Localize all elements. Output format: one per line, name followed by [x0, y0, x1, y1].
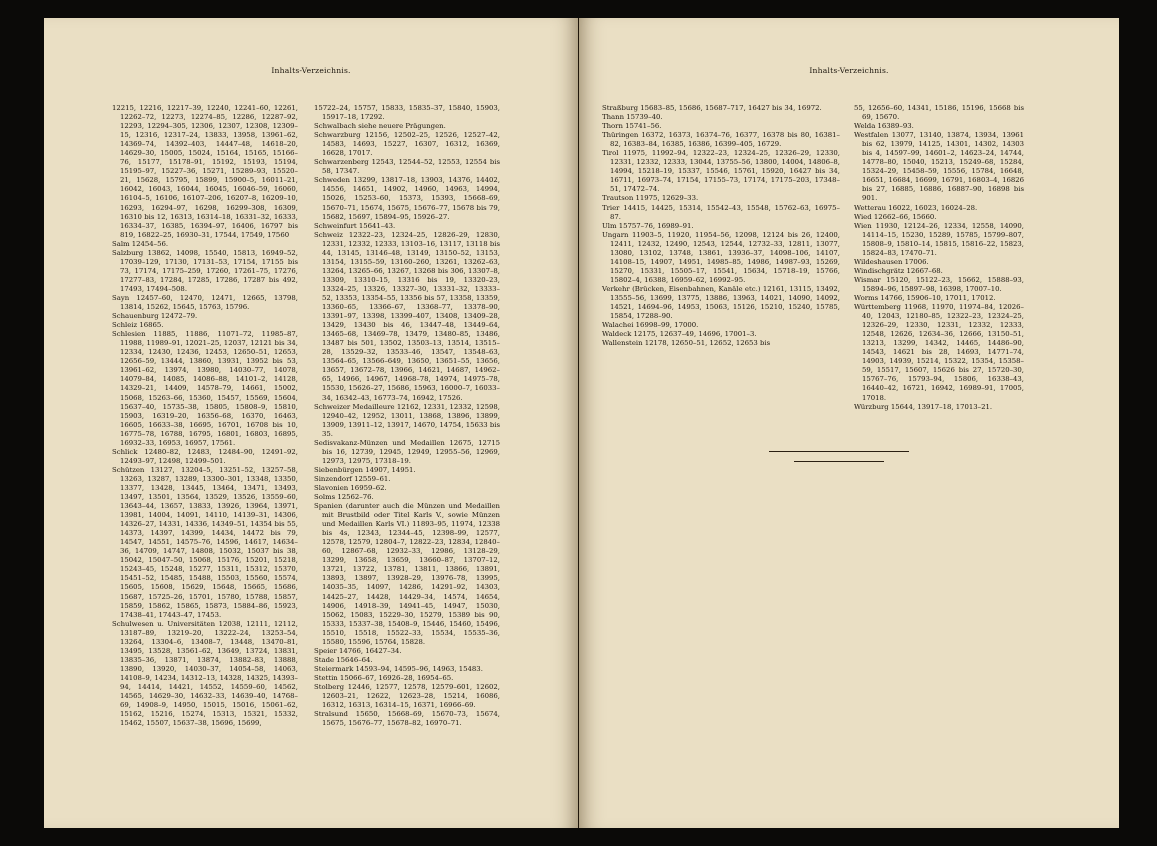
index-entry: Ungarn 11903–5, 11920, 11954–56, 12098, 12124 bis 26, 12400, 12411, 12432, 12490, 12543, 12544, 12732–33, 12811, 13077, 13080, 13102, 13748, 13861, 13936–37, 14098–106, 14107, 14108–15, 14907, 14951, 14985–85, 14986, 14987–93, 15269, 15270, 15331, 15505–17, 15541, 15634, 15718–19, 15766, 15802–4, 16388, 16959–62, 16992–95.	[602, 230, 840, 284]
end-rule-long	[769, 451, 909, 452]
index-entry: Walachei 16998–99, 17000.	[602, 321, 699, 330]
index-entry: Thüringen 16372, 16373, 16374–76, 16377, 16378 bis 80, 16381–82, 16383–84, 16385, 16386, 16399–405, 16729.	[602, 131, 840, 149]
right-page	[579, 18, 1119, 828]
index-entry: Schweiz 12322–23, 12324–25, 12826–29, 12830, 12331, 12332, 12333, 13103–16, 13117, 13118 bis 44, 13145, 13146–48, 13149, 13150–52, 13153, 13154, 13155–59, 13160–260, 13261, 13262–63, 13264, 13265–66, 13267, 13268 bis 306, 13307–8, 13309, 13310–15, 13316 bis 19, 13320–23, 13324–25, 13326, 13327–30, 13331–32, 13333–52, 13353, 13354–55, 13356 bis 57, 13358, 13359, 13360–65, 13366–67, 13368–77, 13378–90, 13391–97, 13398, 13399–407, 13408, 13409–28, 13429, 13430 bis 46, 13447–48, 13449–64, 13465–68, 13469–78, 13479, 13480–85, 13486, 13487 bis 501, 13502, 13503–13, 13514, 13515–28, 13529–32, 13533–46, 13547, 13548–63, 13564–65, 13566–649, 13650, 13651–55, 13656, 13657, 13672–78, 13966, 14621, 14687, 14962–65, 14966, 14967, 14968–78, 14974, 14975–78, 15530, 15626–27, 15686, 15963, 16000–7, 16033–34, 16342–43, 16773–74, 16942, 17526.	[314, 230, 500, 402]
right-page-column-2	[854, 104, 1024, 412]
index-entry: Sedisvakanz-Münzen und Medaillen 12675, 12715 bis 16, 12739, 12945, 12949, 12955–56, 12969, 12973, 12975, 17318–19.	[314, 438, 500, 465]
left-page-column-1	[112, 104, 298, 728]
index-entry: Waldeck 12175, 12637–49, 14696, 17001–3.	[602, 330, 757, 339]
index-entry: Schulwesen u. Universitäten 12038, 12111, 12112, 13187–89, 13219–20, 13222–24, 13253–54, 13264, 13304–6, 13408–7, 13448, 13470–81, 13495, 13528, 13561–62, 13649, 13724, 13831, 13835–36, 13871, 13874, 13882–83, 13888, 13890, 13920, 14030–37, 14054–58, 14063, 14108–9, 14234, 14312–13, 14328, 14325, 14393–94, 14414, 14421, 14552, 14559–60, 14562, 14565, 14629–30, 14632–33, 14639–40, 14768–69, 14908–9, 14950, 15015, 15016, 15061–62, 15162, 15216, 15274, 15313, 15321, 15332, 15462, 15507, 15637–38, 15696, 15699,	[112, 619, 298, 728]
index-entry: Slavonien 16959–62.	[314, 483, 387, 492]
index-entry: Wied 12662–66, 15660.	[854, 212, 937, 221]
index-entry: Worms 14766, 15906–10, 17011, 17012.	[854, 293, 996, 302]
index-entry: Trautson 11975, 12629–33.	[602, 194, 699, 203]
index-entry: Sayn 12457–60, 12470, 12471, 12665, 13798, 13814, 15262, 15645, 15763, 15796.	[112, 293, 298, 312]
index-entry: Schweden 13299, 13817–18, 13903, 14376, 14402, 14556, 14651, 14902, 14960, 14963, 14994, 15026, 15253–60, 15373, 15393, 15668–69, 15670–71, 15674, 15675, 15676–77, 15678 bis 79, 15682, 15697, 15894–95, 15926–27.	[314, 176, 500, 221]
index-entry: Schlesien 11885, 11886, 11071–72, 11985–87, 11988, 11989–91, 12021–25, 12037, 12121 bis 34, 12334, 12430, 12436, 12453, 12650–51, 12653, 12656–59, 13444, 13860, 13931, 13952 bis 53, 13961–62, 13974, 13980, 14030–77, 14078, 14079–84, 14085, 14086–88, 14101–2, 14128, 14329–21, 14409, 14578–79, 14661, 15002, 15068, 15263–66, 15360, 15457, 15569, 15604, 15637–40, 15735–38, 15805, 15808–9, 15810, 15903, 16319–20, 16356–68, 16370, 16463, 16605, 16633–38, 16695, 16701, 16708 bis 10, 16775–78, 16788, 16795, 16801, 16803, 16895, 16932–33, 16953, 16957, 17561.	[112, 330, 298, 447]
index-entry: 12215, 12216, 12217–39, 12240, 12241–60, 12261, 12262–72, 12273, 12274–85, 12286, 12287–92, 12293, 12294–305, 12306, 12307, 12308, 12309–15, 12316, 12317–24, 13833, 13958, 13961–62, 14369–74, 14392–403, 14447–48, 14618–20, 14629–30, 15005, 15024, 15164, 15165, 15166–76, 15177, 15178–91, 15192, 15193, 15194, 15195–97, 15227–36, 15271, 15289–93, 15520–21, 15628, 15795, 15899, 15900–5, 16011–21, 16042, 16043, 16044, 16045, 16046–59, 16060, 16104–5, 16106, 16107–206, 16207–8, 16209–10, 16293, 16294–97, 16298, 16299–308, 16309, 16310 bis 12, 16313, 16314–18, 16331–32, 16333, 16334–37, 16385, 16394–97, 16406, 16797 bis 819, 16822–25, 16930–31, 17544, 17549, 17560	[112, 104, 298, 239]
index-entry: Schleiz 16865.	[112, 321, 164, 330]
index-entry: Schwarzburg 12156, 12502–25, 12526, 12527–42, 14583, 14693, 15227, 16307, 16312, 16369, 16628, 17017.	[314, 131, 500, 158]
index-entry: Windischgrätz 12667–68.	[854, 266, 943, 275]
index-entry: Spanien (darunter auch die Münzen und Medaillen mit Brustbild oder Titel Karls V., sowie Münzen und Medaillen Karls VI.) 11893–95, 11974, 12338 bis 4s, 12343, 12344–45, 12398–99, 12577, 12578, 12579, 12804–7, 12822–23, 12834, 12840–60, 12867–68, 12932–33, 12986, 13128–29, 13299, 13658, 13659, 13660–87, 13707–12, 13721, 13722, 13781, 13811, 13866, 13891, 13893, 13897, 13928–29, 13976–78, 13995, 14035–35, 14097, 14286, 14291–92, 14303, 14425–27, 14428, 14429–34, 14574, 14654, 14906, 14918–39, 14941–45, 14947, 15030, 15062, 15083, 15229–30, 15279, 15389 bis 90, 15333, 15337–38, 15408–9, 15446, 15460, 15496, 15510, 15518, 15522–33, 15534, 15535–36, 15580, 15596, 15764, 15828.	[314, 502, 500, 646]
index-entry: Württemberg 11968, 11970, 11974–84, 12026–40, 12043, 12180–85, 12322–23, 12324–25, 12326–29, 12330, 12331, 12332, 12333, 12548, 12626, 12634–36, 12666, 13150–51, 13213, 13299, 14342, 14465, 14486–90, 14543, 14621 bis 28, 14693, 14771–74, 14903, 14939, 15214, 15322, 15354, 15358–59, 15517, 15607, 15626 bis 27, 15720–30, 15767–76, 15793–94, 15806, 16338–43, 16440–42, 16721, 16942, 16989–91, 17005, 17018.	[854, 303, 1024, 402]
index-entry: Verkehr (Brücken, Eisenbahnen, Kanäle etc.) 12161, 13115, 13492, 13555–56, 13699, 13775, 13886, 13963, 14021, 14090, 14092, 14521, 14694–96, 14953, 15063, 15126, 15210, 15240, 15785, 15854, 17288–90.	[602, 284, 840, 321]
end-rule-short	[794, 461, 884, 462]
index-entry: Schwalbach siehe neuere Prägungen.	[314, 122, 446, 131]
index-entry: Stade 15646–64.	[314, 655, 373, 664]
index-entry: 55, 12656–60, 14341, 15186, 15196, 15668 bis 69, 15670.	[854, 104, 1024, 122]
index-entry: Siebenbürgen 14907, 14951.	[314, 465, 416, 474]
index-entry: Stettin 15066–67, 16926–28, 16954–65.	[314, 673, 454, 682]
index-entry: Ulm 15757–76, 16989–91.	[602, 221, 694, 230]
left-page	[44, 18, 578, 828]
index-entry: Westfalen 13077, 13140, 13874, 13934, 13961 bis 62, 13979, 14125, 14301, 14302, 14303 bis 4, 14597–99, 14601–2, 14623–24, 14744, 14778–80, 15040, 15213, 15249–68, 15284, 15324–29, 15458–59, 15556, 15784, 16648, 16651, 16684, 16699, 16791, 16803–4, 16826 bis 27, 16885, 16886, 16887–90, 16898 bis 901.	[854, 131, 1024, 203]
index-entry: Stralsund 15650, 15668–69, 15670–73, 15674, 15675, 15676–77, 15678–82, 16970–71.	[314, 710, 500, 728]
index-entry: Welda 16389–93.	[854, 122, 914, 131]
index-entry: Straßburg 15683–85, 15686, 15687–717, 16427 bis 34, 16972.	[602, 104, 822, 112]
index-entry: Steiermark 14593–94, 14595–96, 14963, 15483.	[314, 664, 483, 673]
index-entry: Schlick 12480–82, 12483, 12484–90, 12491–92, 12493–97, 12498, 12499–501.	[112, 447, 298, 465]
index-entry: Solms 12562–76.	[314, 493, 374, 502]
index-entry: Thorn 15741–56.	[602, 122, 662, 131]
index-entry: Schweizer Medailleure 12162, 12331, 12332, 12598, 12940–42, 12952, 13011, 13868, 13896, 13899, 13909, 13911–12, 13917, 14670, 14754, 15633 bis 35.	[314, 402, 500, 438]
index-entry: Schauenburg 12472–79.	[112, 312, 198, 321]
index-entry: Speier 14766, 16427–34.	[314, 646, 402, 655]
right-running-head: Inhalts-Verzeichnis.	[809, 66, 889, 75]
index-entry: Trier 14415, 14425, 15314, 15542–43, 15548, 15762–63, 16975–87.	[602, 203, 840, 221]
left-running-head: Inhalts-Verzeichnis.	[271, 66, 351, 75]
index-entry: Schweinfurt 15641–43.	[314, 221, 396, 230]
index-entry: Wildeshausen 17006.	[854, 257, 929, 266]
index-entry: Salm 12454–56.	[112, 239, 169, 248]
index-entry: Sinzendorf 12559–61.	[314, 474, 391, 483]
index-entry: Wallenstein 12178, 12650–51, 12652, 12653 bis	[602, 339, 771, 348]
index-entry: Wismar 15120, 15122–23, 15662, 15888–93, 15894–96, 15897–98, 16398, 17007–10.	[854, 275, 1024, 293]
index-entry: Thann 15739–40.	[602, 113, 663, 122]
index-entry: Tirol 11975, 11992–94, 12322–23, 12324–25, 12326–29, 12330, 12331, 12332, 12333, 13044, 13755–56, 13800, 14004, 14806–8, 14994, 15218–19, 15337, 15546, 15761, 15920, 16427 bis 34, 16711, 16973–74, 17154, 17155–73, 17174, 17175–203, 17348–51, 17472–74.	[602, 149, 840, 194]
index-entry: 15722–24, 15757, 15833, 15835–37, 15840, 15903, 15917–18, 17292.	[314, 104, 500, 122]
index-entry: Stolberg 12446, 12577, 12578, 12579–601, 12602, 12603–21, 12622, 12623–28, 15214, 16086, 16312, 16313, 16314–15, 16371, 16966–69.	[314, 683, 500, 710]
index-entry: Wetterau 16022, 16023, 16024–28.	[854, 203, 978, 212]
index-entry: Schwarzenberg 12543, 12544–52, 12553, 12554 bis 58, 17347.	[314, 158, 500, 176]
index-entry: Schützen 13127, 13204–5, 13251–52, 13257–58, 13263, 13287, 13289, 13300–301, 13348, 13350, 13377, 13428, 13445, 13464, 13471, 13493, 13497, 13501, 13564, 13529, 13526, 13559–60, 13643–44, 13657, 13833, 13926, 13964, 13971, 13981, 14004, 14091, 14110, 14139–31, 14306, 14326–27, 14331, 14336, 14349–51, 14354 bis 55, 14373, 14397, 14399, 14434, 14472 bis 79, 14547, 14551, 14575–76, 14596, 14617, 14634–36, 14709, 14747, 14808, 15032, 15037 bis 38, 15042, 15047–50, 15068, 15176, 15201, 15218, 15243–45, 15248, 15277, 15311, 15312, 15370, 15451–52, 15485, 15488, 15503, 15560, 15574, 15605, 15608, 15629, 15648, 15665, 15686, 15687, 15725–26, 15701, 15780, 15788, 15857, 15859, 15862, 15865, 15873, 15884–86, 15923, 17438–41, 17443–47, 17453.	[112, 465, 298, 619]
index-entry: Salzburg 13862, 14098, 15540, 15813, 16949–52, 17039–129, 17130, 17131–53, 17154, 17155 bis 73, 17174, 17175–259, 17260, 17261–75, 17276, 17277–83, 17284, 17285, 17286, 17287 bis 492, 17493, 17494–508.	[112, 248, 298, 293]
index-entry: Würzburg 15644, 13917–18, 17013–21.	[854, 402, 993, 411]
left-page-column-2	[314, 104, 500, 728]
index-entry: Wien 11930, 12124–26, 12334, 12558, 14090, 14114–15, 15230, 15289, 15785, 15799–807, 15808–9, 15810–14, 15815, 15816–22, 15823, 15824–83, 17470–71.	[854, 221, 1024, 257]
right-page-column-1	[602, 104, 840, 348]
